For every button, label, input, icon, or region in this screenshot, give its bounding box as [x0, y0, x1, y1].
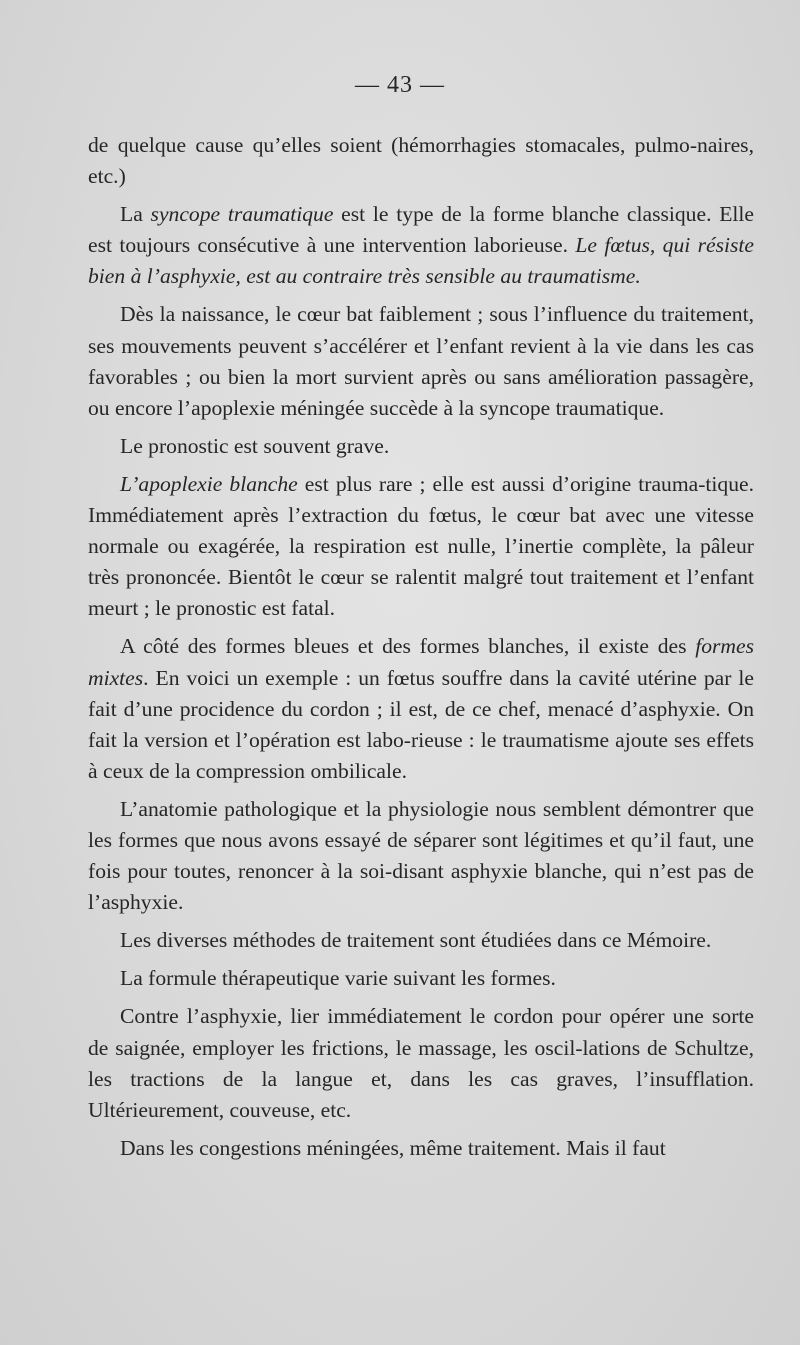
paragraph: [88, 631, 754, 786]
text-run: est le type de la forme blanche classique. Elle est toujours consécutive à une intervention laborieuse.: [88, 202, 754, 258]
text-run: Le pronostic est souvent grave.: [120, 433, 390, 458]
text-run: Dans les congestions méningées, même traitement. Mais il faut: [120, 1135, 666, 1160]
paragraph: [88, 199, 754, 292]
paragraph: [88, 469, 754, 624]
italic-text: formes mixtes: [88, 634, 754, 690]
text-run: A côté des formes bleues et des formes blanches, il existe des: [120, 634, 696, 659]
paragraph: [88, 1001, 754, 1125]
page-number: — 43 —: [355, 72, 445, 98]
paragraph: [88, 1133, 754, 1164]
text-run: est plus rare ; elle est aussi d’origine trauma-tique. Immédiatement après l’extraction du fœtus, le cœur bat avec une vitesse normale ou exagérée, la respiration est nulle, l’inertie complète, la pâleur très prononcée. Bientôt le cœur se ralentit malgré tout traitement et l’enfant meurt ; le pronostic est fatal.: [88, 471, 754, 621]
paragraph: [88, 925, 754, 956]
text-run: . En voici un exemple : un fœtus souffre dans la cavité utérine par le fait d’une procidence du cordon ; il est, de ce chef, menacé d’asphyxie. On fait la version et l’opération est labo-rieuse : le traumatisme ajoute ses effets à ceux de la compression ombilicale.: [88, 665, 754, 783]
paragraph: [88, 130, 754, 192]
paragraph: [88, 963, 754, 994]
text-run: La formule thérapeutique varie suivant les formes.: [120, 966, 556, 991]
paragraph: [88, 431, 754, 462]
paragraph: [88, 299, 754, 423]
italic-text: L’apoplexie blanche: [120, 471, 298, 496]
text-run: Dès la naissance, le cœur bat faiblement ; sous l’influence du traitement, ses mouvements peuvent s’accélérer et l’enfant revient à la vie dans les cas favorables ; ou bien la mort survient après ou sans amélioration passagère, ou encore l’apoplexie méningée succède à la syncope traumatique.: [88, 302, 754, 420]
italic-text: syncope traumatique: [150, 202, 334, 227]
text-run: Contre l’asphyxie, lier immédiatement le cordon pour opérer une sorte de saignée, employer les frictions, le massage, les oscil-lations de Schultze, les tractions de la langue et, dans les cas graves, l’insufflation. Ultérieurement, couveuse, etc.: [88, 1004, 754, 1122]
italic-text: Le fœtus, qui résiste bien à l’asphyxie, est au contraire très sensible au traumatisme.: [88, 233, 754, 289]
body-text: [88, 130, 754, 1164]
text-run: Les diverses méthodes de traitement sont étudiées dans ce Mémoire.: [120, 928, 712, 953]
text-run: L’anatomie pathologique et la physiologie nous semblent démontrer que les formes que nous avons essayé de séparer sont légitimes et qu’il faut, une fois pour toutes, renoncer à la soi-disant asphyxie blanche, qui n’est pas de l’asphyxie.: [88, 796, 754, 915]
text-run: de quelque cause qu’elles soient (hémorrhagies stomacales, pulmo-naires, etc.): [88, 133, 754, 189]
text-run: La: [120, 202, 151, 227]
paragraph: [88, 794, 754, 918]
